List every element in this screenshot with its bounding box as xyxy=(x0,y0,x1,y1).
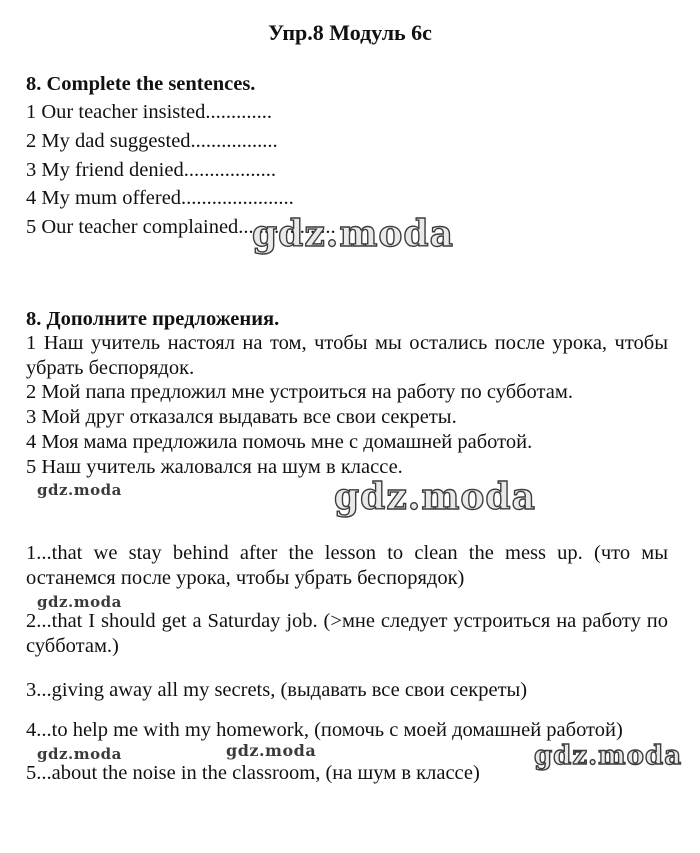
russian-item-3: 3 Мой друг отказался выдавать все свои секреты. xyxy=(26,406,457,428)
russian-item-5: 5 Наш учитель жаловался на шум в классе. xyxy=(26,456,403,478)
answer-5: 5...about the noise in the classroom, (на шум в классе) xyxy=(26,762,480,784)
russian-item-1: 1 Наш учитель настоял на том, чтобы мы остались после урока, чтобы убрать беспорядок. xyxy=(26,332,668,379)
english-task-heading: 8. Complete the sentences. xyxy=(26,73,256,95)
russian-item-4: 4 Моя мама предложила помочь мне с домашней работой. xyxy=(26,431,533,453)
watermark-small: gdz.moda xyxy=(37,745,122,763)
answer-4: 4...to help me with my homework, (помочь с моей домашней работой) xyxy=(26,719,623,741)
english-item-2: 2 My dad suggested................. xyxy=(26,130,278,152)
english-item-5: 5 Our teacher complained................... xyxy=(26,216,336,238)
watermark-large: gdz.moda xyxy=(534,741,683,771)
watermark-large: gdz.moda xyxy=(334,476,536,518)
page-title: Упр.8 Модуль 6c xyxy=(268,20,432,45)
english-item-3: 3 My friend denied.................. xyxy=(26,159,276,181)
answer-2: 2...that I should get a Saturday job. (>мне следует устроиться на работу по субботам.) xyxy=(26,610,668,657)
russian-item-2: 2 Мой папа предложил мне устроиться на работу по субботам. xyxy=(26,381,573,403)
watermark-small: gdz.moda xyxy=(37,593,122,611)
watermark-small: gdz.moda xyxy=(226,741,317,760)
russian-task-heading: 8. Дополните предложения. xyxy=(26,308,280,330)
answer-3: 3...giving away all my secrets, (выдавать все свои секреты) xyxy=(26,679,528,701)
answer-1: 1...that we stay behind after the lesson to clean the mess up. (что мы останемся после урока, чтобы убрать беспорядок) xyxy=(26,542,668,589)
english-item-1: 1 Our teacher insisted............. xyxy=(26,101,272,123)
english-item-4: 4 My mum offered...................... xyxy=(26,187,294,209)
watermark-small: gdz.moda xyxy=(37,481,122,499)
watermark-large: gdz.moda xyxy=(252,213,454,255)
